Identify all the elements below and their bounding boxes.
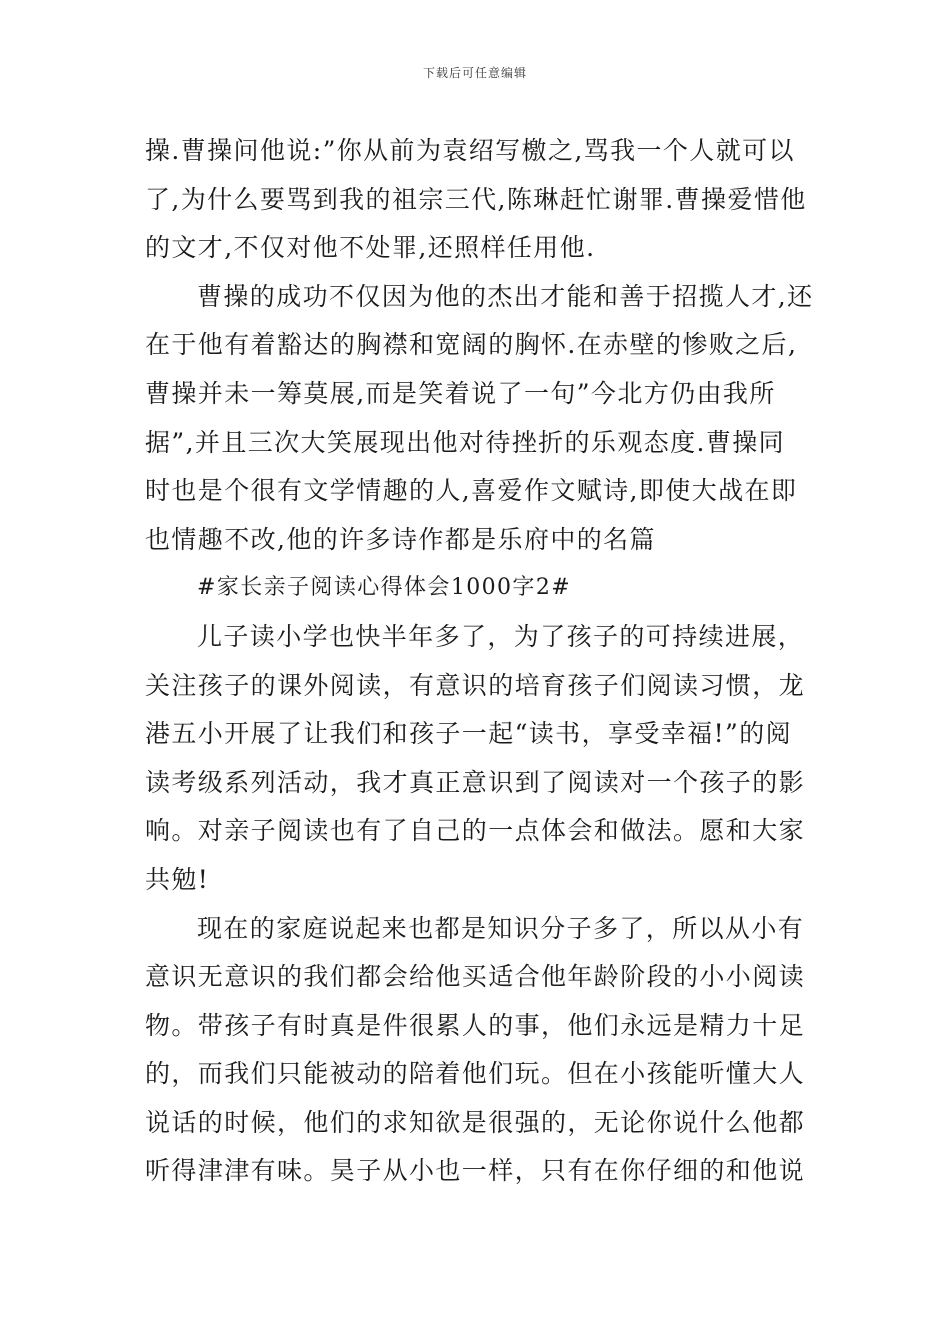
section-heading: #家长亲子阅读心得体会1000字2# <box>197 575 572 601</box>
document-body <box>145 127 814 1196</box>
text-line: 港五小开展了让我们和孩子一起“读书，享受幸福!”的阅 <box>145 719 793 749</box>
text-line: 的文才,不仅对他不处罪,还照样任用他. <box>145 233 596 263</box>
paragraph-start-line: 现在的家庭说起来也都是知识分子多了，所以从小有 <box>197 913 805 943</box>
text-line: 时也是个很有文学情趣的人,喜爱作文赋诗,即使大战在即 <box>145 476 798 506</box>
text-line: 操.曹操问他说:”你从前为袁绍写檄之,骂我一个人就可以 <box>145 136 795 165</box>
text-line: 了,为什么要骂到我的祖宗三代,陈琳赶忙谢罪.曹操爱惜他 <box>145 184 807 214</box>
text-line: 曹操并未一筹莫展,而是笑着说了一句”今北方仍由我所 <box>145 378 776 408</box>
text-line: 在于他有着豁达的胸襟和宽阔的胸怀.在赤壁的惨败之后, <box>145 330 798 360</box>
text-line: 的，而我们只能被动的陪着他们玩。但在小孩能听懂大人 <box>145 1059 806 1089</box>
text-line: 关注孩子的课外阅读，有意识的培育孩子们阅读习惯，龙 <box>145 670 806 700</box>
text-line: 响。对亲子阅读也有了自己的一点体会和做法。愿和大家 <box>145 816 806 846</box>
text-line: 读考级系列活动，我才真正意识到了阅读对一个孩子的影 <box>145 767 806 797</box>
text-line: 据”,并且三次大笑展现出他对待挫折的乐观态度.曹操同 <box>145 427 786 457</box>
text-line: 听得津津有味。昊子从小也一样，只有在你仔细的和他说 <box>145 1156 806 1186</box>
paragraph-start-line: 儿子读小学也快半年多了，为了孩子的可持续进展， <box>197 621 805 651</box>
page-header: 下载后可任意编辑 <box>422 66 527 80</box>
text-line: 说话的时候，他们的求知欲是很强的，无论你说什么他都 <box>145 1107 806 1137</box>
text-line: 共勉! <box>145 864 210 894</box>
text-line: 物。带孩子有时真是件很累人的事，他们永远是精力十足 <box>145 1010 806 1040</box>
paragraph-start-line: 曹操的成功不仅因为他的杰出才能和善于招揽人才,还 <box>197 281 814 311</box>
text-line: 也情趣不改,他的许多诗作都是乐府中的名篇 <box>145 524 656 554</box>
text-line: 意识无意识的我们都会给他买适合他年龄阶段的小小阅读 <box>145 962 806 992</box>
